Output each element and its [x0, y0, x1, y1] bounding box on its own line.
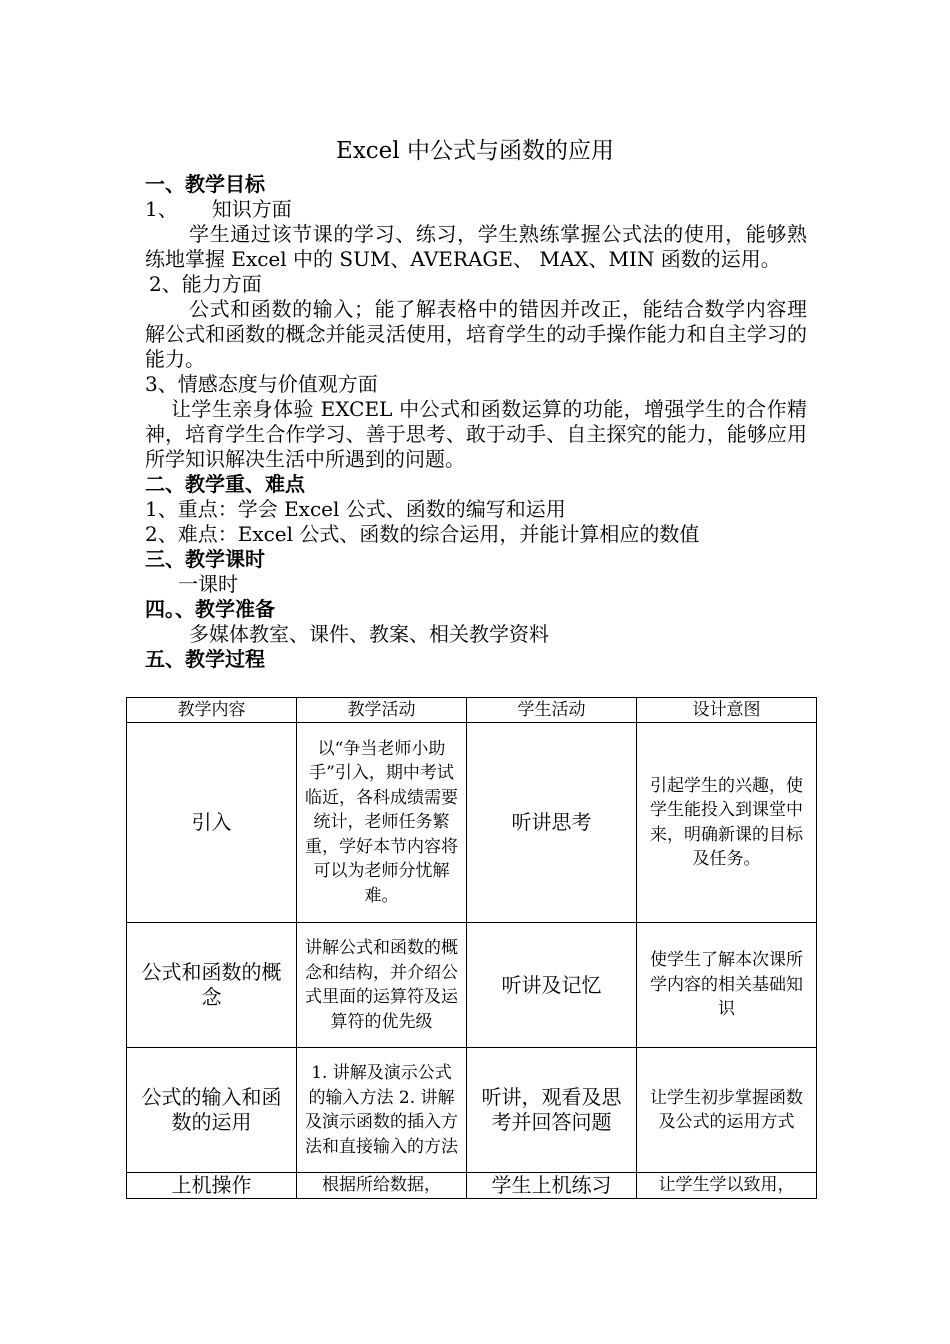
header-activity: 教学活动	[297, 698, 467, 723]
keypoint-focus: 1、重点：学会 Excel 公式、函数的编写和运用	[145, 497, 566, 521]
subsection-knowledge	[145, 197, 807, 222]
cell-content: 上机操作	[127, 1173, 297, 1199]
section-heading-objectives: 一、教学目标	[145, 172, 265, 196]
paragraph-knowledge: 学生通过该节课的学习、练习，学生熟练掌握公式法的使用，能够熟练地掌握 Excel 中的 SUM、AVERAGE、 MAX、MIN 函数的运用。	[145, 222, 807, 271]
subsection-attitude: 3、情感态度与价值观方面	[145, 372, 378, 396]
section-heading-keypoints: 二、教学重、难点	[145, 472, 305, 496]
table-row	[127, 923, 817, 1048]
header-intent: 设计意图	[637, 698, 817, 723]
cell-activity: 讲解公式和函数的概念和结构，并介绍公式里面的运算符及运算符的优先级	[297, 923, 467, 1048]
cell-student: 听讲思考	[467, 723, 637, 923]
subsection-number: 1、	[145, 197, 178, 221]
table-row	[127, 1173, 817, 1199]
cell-intent: 引起学生的兴趣，使学生能投入到课堂中来，明确新课的目标及任务。	[637, 723, 817, 923]
subsection-title: 知识方面	[211, 197, 292, 221]
keypoint-difficulty: 2、难点：Excel 公式、函数的综合运用，并能计算相应的数值	[145, 522, 700, 546]
cell-student: 听讲，观看及思考并回答问题	[467, 1048, 637, 1173]
cell-intent: 让学生初步掌握函数及公式的运用方式	[637, 1048, 817, 1173]
cell-content: 引入	[127, 723, 297, 923]
cell-student: 学生上机练习	[467, 1173, 637, 1199]
paragraph-preparation: 多媒体教室、课件、教案、相关教学资料	[189, 622, 549, 646]
cell-intent: 让学生学以致用，	[637, 1173, 817, 1199]
cell-content: 公式的输入和函数的运用	[127, 1048, 297, 1173]
table-row	[127, 1048, 817, 1173]
paragraph-attitude: 让学生亲身体验 EXCEL 中公式和函数运算的功能，增强学生的合作精神，培育学生合作学习、善于思考、敢于动手、自主探究的能力，能够应用所学知识解决生活中所遇到的问题。	[145, 397, 807, 471]
table-row	[127, 723, 817, 923]
cell-activity: 1. 讲解及演示公式的输入方法 2. 讲解及演示函数的插入方法和直接输入的方法	[297, 1048, 467, 1173]
teaching-process-table	[126, 697, 817, 1199]
document-body	[145, 172, 807, 672]
cell-content: 公式和函数的概念	[127, 923, 297, 1048]
document-title: Excel 中公式与函数的应用	[336, 138, 614, 164]
cell-student: 听讲及记忆	[467, 923, 637, 1048]
paragraph-ability: 公式和函数的输入；能了解表格中的错因并改正，能结合数学内容理解公式和函数的概念并能灵活使用，培育学生的动手操作能力和自主学习的能力。	[145, 297, 807, 371]
header-content: 教学内容	[127, 698, 297, 723]
header-student: 学生活动	[467, 698, 637, 723]
section-heading-hours: 三、教学课时	[145, 547, 265, 571]
section-heading-process: 五、教学过程	[145, 647, 265, 671]
table-header-row	[127, 698, 817, 723]
cell-activity: 根据所给数据，	[297, 1173, 467, 1199]
section-heading-preparation: 四。、教学准备	[145, 597, 275, 621]
cell-intent: 使学生了解本次课所学内容的相关基础知识	[637, 923, 817, 1048]
subsection-ability: 2、能力方面	[149, 272, 262, 296]
cell-activity: 以“争当老师小助手”引入，期中考试临近，各科成绩需要统计，老师任务繁重，学好本节内容将可以为老师分忧解难。	[297, 723, 467, 923]
paragraph-hours: 一课时	[178, 572, 238, 596]
